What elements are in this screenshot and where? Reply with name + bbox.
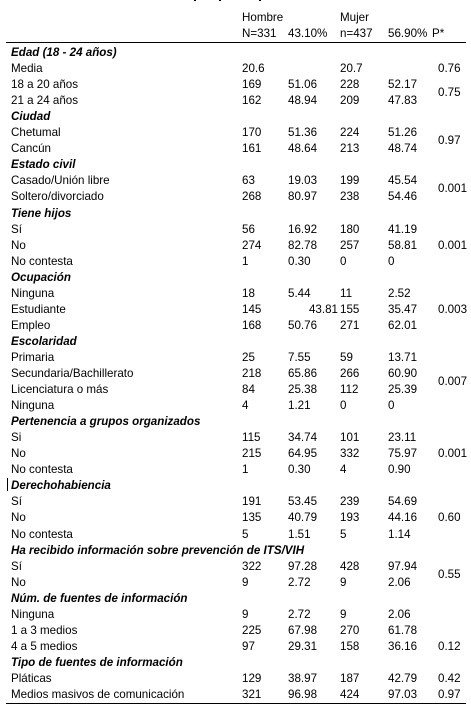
- row-label: 21 a 24 años: [11, 94, 79, 108]
- hombre-pct: 2.72: [288, 575, 311, 589]
- section-p-value: 0.001: [438, 447, 468, 461]
- mujer-pct: 75.97: [388, 447, 418, 461]
- table-row: [6, 77, 466, 93]
- mujer-pct: 2.06: [388, 575, 411, 589]
- section-title: Estado civil: [11, 158, 76, 172]
- table-row: [6, 189, 466, 205]
- hombre-pct: 2.72: [288, 607, 311, 621]
- row-label: Medios masivos de comunicación: [11, 688, 185, 701]
- table-row: [6, 318, 466, 334]
- table-row: [6, 671, 466, 687]
- mujer-pct: 52.17: [388, 78, 418, 92]
- hombre-pct: 5.44: [288, 286, 311, 300]
- mujer-pct: 2.06: [388, 607, 411, 621]
- hombre-pct: 19.03: [288, 174, 318, 188]
- hombre-n: 218: [242, 367, 262, 380]
- row-label: No contesta: [11, 254, 73, 268]
- hombre-pct: 80.97: [288, 190, 318, 204]
- hombre-n: 25: [242, 350, 255, 364]
- header-hombre-pct: 43.10%: [288, 27, 328, 40]
- section-title: Ocupación: [11, 270, 71, 284]
- mujer-n: 158: [340, 639, 360, 653]
- row-label: Sí: [11, 559, 22, 573]
- section-title: Escolaridad: [11, 334, 77, 348]
- row-label: No contesta: [11, 463, 73, 477]
- hombre-n: 56: [242, 222, 255, 236]
- row-label: Sí: [11, 495, 22, 509]
- header-hombre: Hombre: [242, 11, 284, 24]
- mujer-n: 239: [340, 495, 360, 509]
- section-header: [6, 270, 466, 286]
- header-mujer: Mujer: [340, 11, 369, 24]
- section-p-value: 0.001: [438, 182, 468, 196]
- table-row: [6, 286, 466, 302]
- section-p-value: 0.97: [438, 134, 461, 148]
- hombre-pct: 38.97: [288, 671, 318, 685]
- mujer-pct: 41.19: [388, 222, 418, 236]
- row-label: Casado/Unión libre: [11, 174, 110, 188]
- mujer-pct: 44.16: [388, 511, 418, 525]
- section-header: [6, 334, 466, 350]
- section-header: [6, 543, 466, 559]
- mujer-pct: 54.69: [388, 495, 418, 509]
- row-label: Empleo: [11, 318, 51, 332]
- table-row: [6, 639, 466, 655]
- mujer-n: 9: [340, 575, 347, 589]
- table-row: [6, 559, 466, 575]
- table-row: [6, 527, 466, 543]
- mujer-pct: 2.52: [388, 286, 411, 300]
- table-row: [6, 366, 466, 382]
- header-p: P*: [432, 27, 445, 40]
- mujer-n: 4: [340, 463, 347, 477]
- section-header: [6, 109, 466, 125]
- mujer-pct: 36.16: [388, 639, 418, 653]
- section-p-value: 0.007: [438, 375, 468, 389]
- section-title: Derechohabiencia: [11, 479, 111, 493]
- hombre-pct: 40.79: [288, 511, 318, 525]
- hombre-n: 1: [242, 254, 249, 268]
- hombre-pct: 51.06: [288, 78, 318, 92]
- mujer-pct: 1.14: [388, 527, 411, 541]
- table-row: [6, 494, 466, 510]
- mujer-n: 0: [340, 254, 347, 268]
- hombre-n: 5: [242, 527, 249, 541]
- mujer-pct: 61.78: [388, 623, 418, 637]
- header-mujer-pct: 56.90%: [388, 27, 428, 40]
- hombre-n: 145: [242, 302, 262, 316]
- table-row: [6, 382, 466, 398]
- mujer-n: 193: [340, 511, 360, 525]
- mujer-n: 257: [340, 238, 360, 252]
- mujer-n: 112: [340, 383, 359, 397]
- mujer-n: 0: [340, 399, 347, 413]
- table-row: [6, 93, 466, 109]
- edad-group-p-value: 0.75: [438, 86, 461, 100]
- row-label: Ninguna: [11, 286, 55, 300]
- table-row: [6, 222, 466, 238]
- hombre-pct: 29.31: [288, 639, 318, 653]
- table-row: [6, 687, 466, 703]
- mujer-pct: 62.01: [388, 318, 418, 332]
- mujer-n: 266: [340, 367, 360, 380]
- header-row-1: [6, 10, 466, 25]
- mujer-n: 180: [340, 222, 360, 236]
- row-label: Media: [11, 62, 43, 76]
- row-label: Chetumal: [11, 126, 61, 140]
- mujer-pct: 54.46: [388, 190, 418, 204]
- hombre-pct: 43.81: [308, 302, 338, 316]
- header-rule: [6, 42, 466, 43]
- mujer-pct: 48.74: [388, 142, 418, 156]
- cropped-title-remnant: [6, 0, 466, 4]
- table-row: [6, 125, 466, 141]
- section-title: Ha recibido información sobre prevención de ITS/VIH: [11, 543, 305, 557]
- hombre-n: 9: [242, 575, 249, 589]
- mujer-n: 209: [340, 94, 360, 108]
- hombre-pct: 96.98: [288, 688, 318, 701]
- table-row: [6, 350, 466, 366]
- hombre-pct: 0.30: [288, 463, 311, 477]
- section-header: [6, 414, 466, 430]
- table-row: [6, 61, 466, 77]
- hombre-n: 4: [242, 399, 249, 413]
- mujer-pct: 60.90: [388, 367, 418, 380]
- row-label: Primaria: [11, 350, 55, 364]
- row-label: Pláticas: [11, 671, 52, 685]
- hombre-n: 129: [242, 671, 262, 685]
- hombre-n: 115: [242, 431, 261, 445]
- hombre-n: 20.6: [242, 62, 265, 76]
- mujer-n: 11: [340, 286, 353, 300]
- row-label: 4 a 5 medios: [11, 639, 78, 653]
- mujer-pct: 58.81: [388, 238, 418, 252]
- hombre-n: 162: [242, 94, 262, 108]
- mujer-n: 101: [340, 431, 360, 445]
- hombre-n: 18: [242, 286, 255, 300]
- row-label: 18 a 20 años: [11, 78, 79, 92]
- mujer-n: 238: [340, 190, 360, 204]
- table-row: [6, 238, 466, 254]
- row-label: Soltero/divorciado: [11, 190, 104, 204]
- mujer-n: 428: [340, 559, 360, 573]
- section-title: Pertenencia a grupos organizados: [11, 415, 201, 429]
- hombre-n: 170: [242, 126, 262, 140]
- section-p-value: 0.001: [438, 238, 468, 252]
- row-label: Ninguna: [11, 399, 55, 413]
- p-value: 0.97: [438, 688, 461, 701]
- mujer-pct: 45.54: [388, 174, 418, 188]
- p-value: 0.12: [438, 639, 461, 653]
- mujer-pct: 51.26: [388, 126, 418, 140]
- row-label: Si: [11, 431, 22, 445]
- hombre-n: 268: [242, 190, 262, 204]
- hombre-n: 321: [242, 688, 262, 701]
- hombre-pct: 25.38: [288, 383, 318, 397]
- section-header: [6, 478, 466, 494]
- hombre-pct: 64.95: [288, 447, 318, 461]
- hombre-n: 225: [242, 623, 262, 637]
- bottom-rule: [6, 703, 466, 704]
- table-row: [6, 302, 466, 318]
- table-row: [6, 430, 466, 446]
- hombre-pct: 67.98: [288, 623, 318, 637]
- section-title: Ciudad: [11, 110, 51, 124]
- row-label: No: [11, 575, 26, 589]
- hombre-pct: 0.30: [288, 254, 311, 268]
- row-label: Secundaria/Bachillerato: [11, 367, 134, 380]
- hombre-n: 161: [242, 142, 262, 156]
- hombre-n: 135: [242, 511, 262, 525]
- section-header: [6, 591, 466, 607]
- mujer-n: 187: [340, 671, 360, 685]
- mujer-pct: 47.83: [388, 94, 418, 108]
- mujer-n: 199: [340, 174, 360, 188]
- hombre-pct: 7.55: [288, 350, 311, 364]
- mujer-n: 270: [340, 623, 360, 637]
- mujer-pct: 97.03: [388, 688, 418, 701]
- section-p-value: 0.60: [438, 511, 461, 525]
- row-label: No: [11, 238, 26, 252]
- section-header: [6, 157, 466, 173]
- table-row: [6, 462, 466, 478]
- section-p-value: 0.003: [438, 302, 468, 316]
- row-label: Licenciatura o más: [11, 383, 109, 397]
- mujer-n: 424: [340, 688, 360, 701]
- section-header: [6, 206, 466, 222]
- mujer-pct: 42.79: [388, 671, 418, 685]
- mujer-n: 59: [340, 350, 353, 364]
- header-hombre-n: N=331: [242, 27, 277, 40]
- p-value: 0.42: [438, 671, 461, 685]
- row-label: 1 a 3 medios: [11, 623, 78, 637]
- mujer-pct: 0: [388, 254, 395, 268]
- hombre-n: 215: [242, 447, 262, 461]
- table-row: [6, 575, 466, 591]
- mujer-n: 155: [340, 302, 360, 316]
- table-row: [6, 446, 466, 462]
- table-row: [6, 398, 466, 414]
- hombre-pct: 50.76: [288, 318, 318, 332]
- hombre-pct: 51.36: [288, 126, 318, 140]
- mujer-pct: 25.39: [388, 383, 418, 397]
- section-p-value: 0.55: [438, 567, 461, 581]
- text-cursor: [7, 478, 8, 491]
- table-row: [6, 623, 466, 639]
- hombre-pct: 1.21: [288, 399, 311, 413]
- table-row: [6, 254, 466, 270]
- table-row: [6, 510, 466, 526]
- hombre-n: 322: [242, 559, 262, 573]
- p-value: 0.76: [438, 62, 461, 76]
- mujer-n: 228: [340, 78, 360, 92]
- row-label: No: [11, 511, 26, 525]
- row-label: Sí: [11, 222, 22, 236]
- mujer-pct: 0: [388, 399, 395, 413]
- mujer-pct: 35.47: [388, 302, 418, 316]
- hombre-pct: 48.64: [288, 142, 318, 156]
- row-label: Cancún: [11, 142, 51, 156]
- hombre-n: 274: [242, 238, 262, 252]
- hombre-n: 169: [242, 78, 262, 92]
- hombre-pct: 48.94: [288, 94, 318, 108]
- hombre-n: 191: [242, 495, 262, 509]
- row-label: Estudiante: [11, 302, 66, 316]
- table-row: [6, 141, 466, 157]
- mujer-pct: 13.71: [388, 350, 418, 364]
- hombre-n: 9: [242, 607, 249, 621]
- section-title: Núm. de fuentes de información: [11, 591, 188, 605]
- hombre-pct: 53.45: [288, 495, 318, 509]
- hombre-n: 168: [242, 318, 262, 332]
- mujer-n: 224: [340, 126, 360, 140]
- table-row: [6, 173, 466, 189]
- mujer-n: 9: [340, 607, 347, 621]
- hombre-n: 1: [242, 463, 249, 477]
- section-title: Tiene hijos: [11, 206, 72, 220]
- row-label: No: [11, 447, 26, 461]
- header-row-2: [6, 26, 466, 41]
- mujer-n: 213: [340, 142, 360, 156]
- row-label: Ninguna: [11, 607, 55, 621]
- row-label: No contesta: [11, 527, 73, 541]
- hombre-pct: 65.86: [288, 367, 318, 380]
- hombre-pct: 34.74: [288, 431, 318, 445]
- mujer-n: 20.7: [340, 62, 363, 76]
- mujer-pct: 0.90: [388, 463, 411, 477]
- section-header: [6, 45, 466, 61]
- hombre-n: 84: [242, 383, 255, 397]
- header-mujer-n: n=437: [340, 27, 373, 40]
- section-header: [6, 655, 466, 671]
- hombre-pct: 82.78: [288, 238, 318, 252]
- mujer-n: 271: [340, 318, 360, 332]
- table-row: [6, 607, 466, 623]
- mujer-n: 5: [340, 527, 347, 541]
- hombre-pct: 97.28: [288, 559, 318, 573]
- mujer-pct: 23.11: [388, 431, 417, 445]
- hombre-n: 97: [242, 639, 255, 653]
- section-title: Edad (18 - 24 años): [11, 46, 117, 59]
- mujer-n: 332: [340, 447, 360, 461]
- hombre-pct: 16.92: [288, 222, 318, 236]
- hombre-n: 63: [242, 174, 255, 188]
- mujer-pct: 97.94: [388, 559, 418, 573]
- hombre-pct: 1.51: [288, 527, 311, 541]
- section-title: Tipo de fuentes de información: [11, 655, 183, 669]
